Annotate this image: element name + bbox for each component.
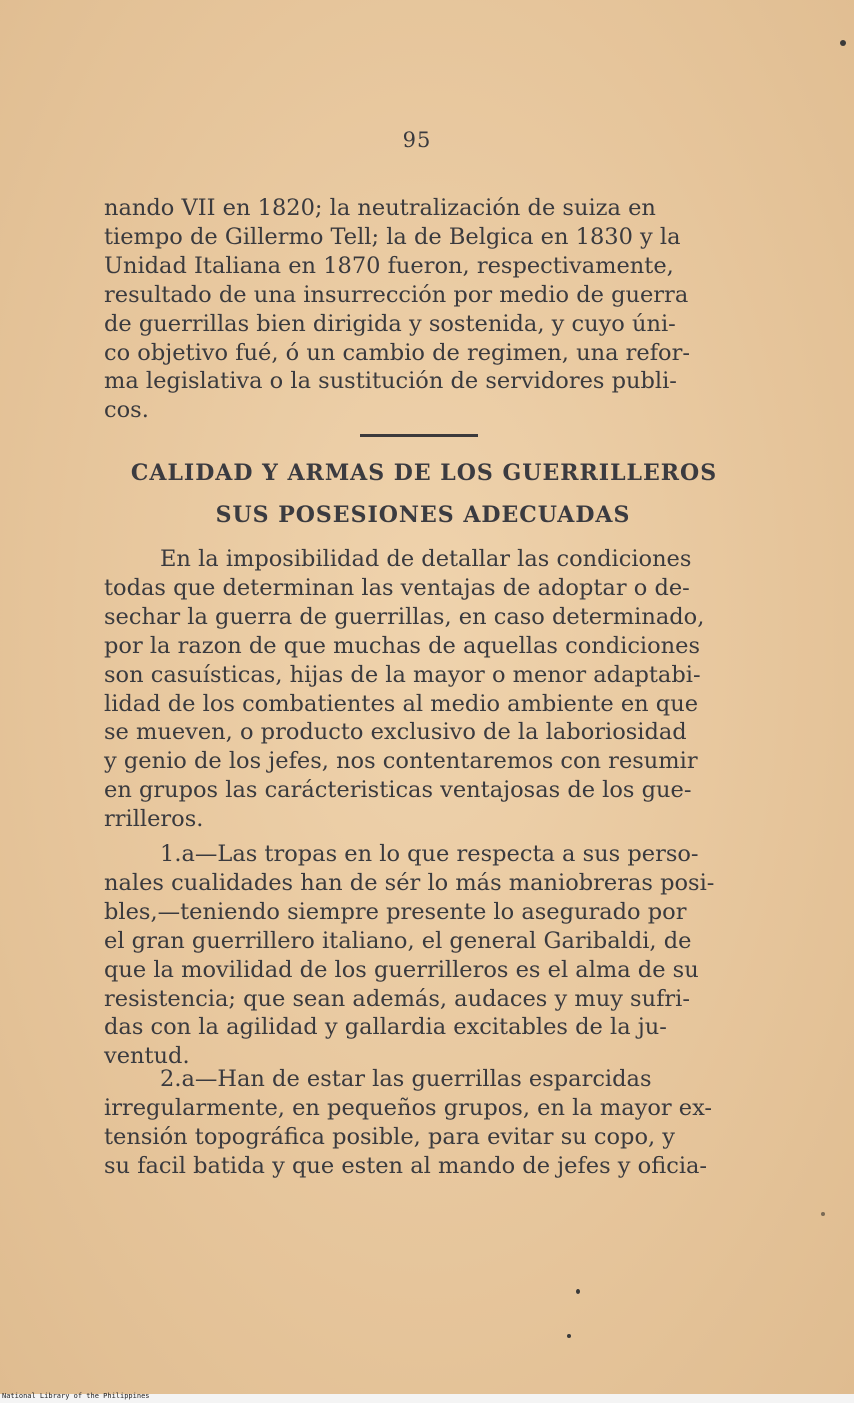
text-line: rrilleros.: [104, 806, 204, 833]
paragraph-continuation: [104, 194, 746, 425]
section-heading-line-1: CALIDAD Y ARMAS DE LOS GUERRILLEROS: [130, 460, 718, 486]
text-line: por la razon de que muchas de aquellas condiciones: [104, 632, 701, 659]
text-line: todas que determinan las ventajas de adoptar o de-: [104, 574, 690, 601]
text-line: el gran guerrillero italiano, el general Garibaldi, de: [104, 927, 692, 954]
text-line: son casuísticas, hijas de la mayor o menor adaptabi-: [104, 661, 701, 688]
text-line: Unidad Italiana en 1870 fueron, respectivamente,: [104, 252, 674, 279]
paper-speck: [840, 40, 846, 46]
text-line: que la movilidad de los guerrilleros es el alma de su: [104, 956, 699, 983]
text-line: irregularmente, en pequeños grupos, en la mayor ex-: [104, 1094, 713, 1121]
text-line: En la imposibilidad de detallar las condiciones: [160, 546, 692, 572]
section-divider: [360, 434, 478, 437]
text-line: tiempo de Gillermo Tell; la de Belgica en 1830 y la: [104, 223, 681, 250]
paragraph-intro: [104, 545, 746, 834]
text-line: su facil batida y que esten al mando de jefes y oficia-: [104, 1152, 708, 1179]
text-line: nales cualidades han de sér lo más maniobreras posi-: [104, 869, 715, 896]
text-line: sechar la guerra de guerrillas, en caso determinado,: [104, 603, 705, 630]
text-line: lidad de los combatientes al medio ambiente en que: [104, 690, 699, 717]
text-line: ventud.: [104, 1043, 190, 1070]
text-line: 1.a—Las tropas en lo que respecta a sus perso-: [160, 841, 699, 867]
text-line: resultado de una insurrección por medio de guerra: [104, 281, 689, 308]
text-line: 2.a—Han de estar las guerrillas esparcidas: [160, 1066, 652, 1092]
text-line: en grupos las carácteristicas ventajosas de los gue-: [104, 777, 692, 804]
text-line: bles,—teniendo siempre presente lo asegurado por: [104, 898, 687, 925]
text-line: resistencia; que sean además, audaces y muy sufri-: [104, 985, 690, 1012]
scan-footer-credit: National Library of the Philippines: [2, 1392, 150, 1400]
paragraph-point-2: [104, 1065, 746, 1181]
text-line: co objetivo fué, ó un cambio de regimen, una refor-: [104, 339, 690, 366]
section-heading-line-2: SUS POSESIONES ADECUADAS: [215, 502, 631, 528]
paper-speck: [576, 1289, 580, 1294]
paper-speck: [821, 1212, 825, 1216]
text-line: y genio de los jefes, nos contentaremos con resumir: [104, 748, 698, 775]
paragraph-point-1: [104, 840, 746, 1071]
text-line: nando VII en 1820; la neutralización de suiza en: [104, 195, 656, 221]
text-line: das con la agilidad y gallardia excitables de la ju-: [104, 1014, 667, 1041]
text-line: de guerrillas bien dirigida y sostenida, y cuyo úni-: [104, 310, 676, 337]
text-line: cos.: [104, 397, 149, 424]
paper-speck: [567, 1334, 571, 1338]
text-line: tensión topográfica posible, para evitar su copo, y: [104, 1123, 676, 1150]
page-number: 95: [402, 128, 432, 152]
text-line: ma legislativa o la sustitución de servidores publi-: [104, 368, 677, 395]
text-line: se mueven, o producto exclusivo de la laboriosidad: [104, 719, 687, 746]
